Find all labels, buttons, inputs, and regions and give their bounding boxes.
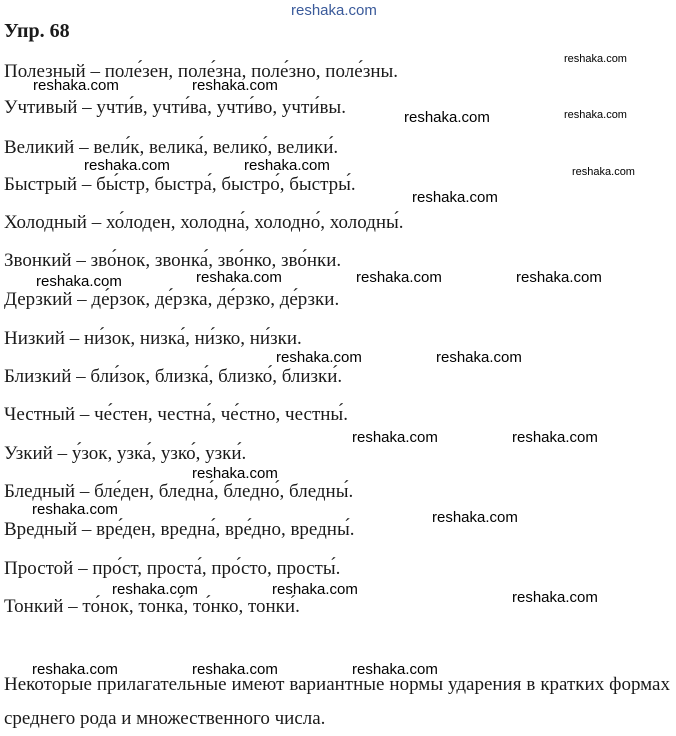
watermark: reshaka.com (276, 349, 362, 366)
exercise-line-13: Вредный – вре́ден, вредна́, вре́дно, вредны́. (4, 519, 355, 540)
watermark: reshaka.com (432, 509, 518, 526)
watermark: reshaka.com (404, 109, 490, 126)
watermark: reshaka.com (33, 77, 119, 94)
watermark: reshaka.com (272, 581, 358, 598)
watermark: reshaka.com (512, 429, 598, 446)
watermark: reshaka.com (32, 501, 118, 518)
exercise-title: Упр. 68 (4, 20, 70, 42)
exercise-line-5: Холодный – хо́лоден, холодна́, холодно́, холодны́. (4, 212, 404, 233)
watermark: reshaka.com (516, 269, 602, 286)
exercise-line-8: Низкий – ни́зок, низка́, ни́зко, ни́зки. (4, 328, 302, 349)
watermark: reshaka.com (84, 157, 170, 174)
exercise-line-4: Быстрый – бы́стр, быстра́, быстро́, быстры́. (4, 174, 356, 195)
watermark: reshaka.com (436, 349, 522, 366)
exercise-line-7: Дерзкий – де́рзок, де́рзка, де́рзко, де́рзки. (4, 289, 340, 310)
exercise-line-6: Звонкий – зво́нок, звонка́, зво́нко, зво́нки. (4, 250, 342, 271)
exercise-line-11: Узкий – у́зок, узка́, узко́, узки́. (4, 443, 247, 464)
watermark: reshaka.com (192, 77, 278, 94)
exercise-line-10: Честный – че́стен, честна́, че́стно, честны́. (4, 404, 348, 425)
top-watermark: reshaka.com (291, 2, 377, 19)
watermark: reshaka.com (352, 661, 438, 678)
watermark: reshaka.com (572, 166, 635, 178)
watermark: reshaka.com (512, 589, 598, 606)
watermark: reshaka.com (564, 53, 627, 65)
exercise-line-1: Полезный – поле́зен, поле́зна, поле́зно, поле́зны. (4, 61, 399, 82)
watermark: reshaka.com (112, 581, 198, 598)
conclusion-paragraph: Некоторые прилагательные имеют вариантные нормы ударения в кратких формах среднего рода и множественного числа. (4, 674, 670, 729)
exercise-line-12: Бледный – бле́ден, бледна́, бледно́, бледны́. (4, 481, 354, 502)
watermark: reshaka.com (196, 269, 282, 286)
exercise-line-2: Учтивый – учти́в, учти́ва, учти́во, учти́вы. (4, 97, 346, 118)
exercise-line-15: Тонкий – то́нок, тонка́, то́нко, тонки́. (4, 596, 300, 617)
watermark: reshaka.com (412, 189, 498, 206)
watermark: reshaka.com (356, 269, 442, 286)
watermark: reshaka.com (244, 157, 330, 174)
watermark: reshaka.com (564, 109, 627, 121)
watermark: reshaka.com (192, 661, 278, 678)
watermark: reshaka.com (192, 465, 278, 482)
watermark: reshaka.com (352, 429, 438, 446)
watermark: reshaka.com (32, 661, 118, 678)
exercise-line-9: Близкий – бли́зок, близка́, близко́, близки́. (4, 366, 343, 387)
exercise-line-14: Простой – про́ст, проста́, про́сто, просты́. (4, 558, 341, 579)
exercise-line-3: Великий – вели́к, велика́, велико́, велики́. (4, 137, 339, 158)
watermark: reshaka.com (36, 273, 122, 290)
